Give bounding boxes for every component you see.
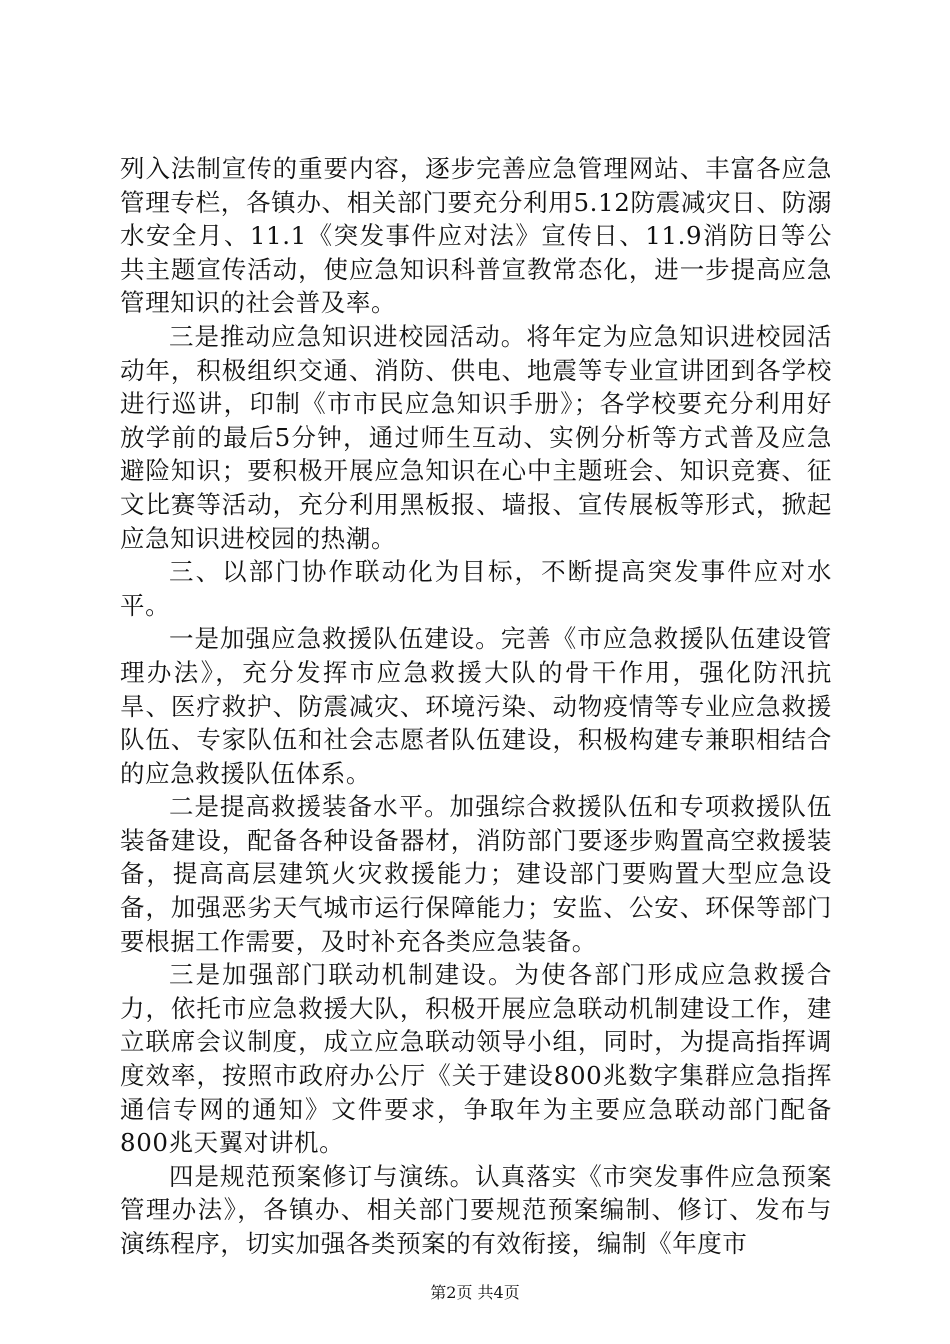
paragraph-plan-revision: 四是规范预案修订与演练。认真落实《市突发事件应急预案管理办法》，各镇办、相关部门要规范预案编制、修订、发布与演练程序，切实加强各类预案的有效衔接，编制《年度市 [120,1161,832,1258]
paragraph-rescue-team: 一是加强应急救援队伍建设。完善《市应急救援队伍建设管理办法》，充分发挥市应急救援大队的骨干作用，强化防汛抗旱、医疗救护、防震减灾、环境污染、动物疫情等专业应急救援队伍、专家队伍和社会志愿者队伍建设，积极构建专兼职相结合的应急救援队伍体系。 [120,624,832,788]
paragraph-continuation: 列入法制宣传的重要内容，逐步完善应急管理网站、丰富各应急管理专栏，各镇办、相关部门要充分利用5.12防震减灾日、防溺水安全月、11.1《突发事件应对法》宣传日、11.9消防日等公共主题宣传活动，使应急知识科普宣教常态化，进一步提高应急管理知识的社会普及率。 [120,154,832,318]
paragraph-rescue-equipment: 二是提高救援装备水平。加强综合救援队伍和专项救援队伍装备建设，配备各种设备器材，消防部门要逐步购置高空救援装备，提高高层建筑火灾救援能力；建设部门要购置大型应急设备，加强恶劣天气城市运行保障能力；安监、公安、环保等部门要根据工作需要，及时补充各类应急装备。 [120,792,832,956]
paragraph-linkage-mechanism: 三是加强部门联动机制建设。为使各部门形成应急救援合力，依托市应急救援大队，积极开展应急联动机制建设工作，建立联席会议制度，成立应急联动领导小组，同时，为提高指挥调度效率，按照市政府办公厅《关于建设800兆数字集群应急指挥通信专网的通知》文件要求，争取年为主要应急联动部门配备800兆天翼对讲机。 [120,960,832,1158]
section-heading-three: 三、以部门协作联动化为目标，不断提高突发事件应对水平。 [120,557,832,620]
document-body [120,152,832,1261]
page-footer: 第2页 共4页 [430,1283,520,1302]
paragraph-campus-education: 三是推动应急知识进校园活动。将年定为应急知识进校园活动年，积极组织交通、消防、供电、地震等专业宣讲团到各学校进行巡讲，印制《市市民应急知识手册》；各学校要充分利用好放学前的最后5分钟，通过师生互动、实例分析等方式普及应急避险知识；要积极开展应急知识在心中主题班会、知识竞赛、征文比赛等活动，充分利用黑板报、墙报、宣传展板等形式，掀起应急知识进校园的热潮。 [120,321,832,553]
